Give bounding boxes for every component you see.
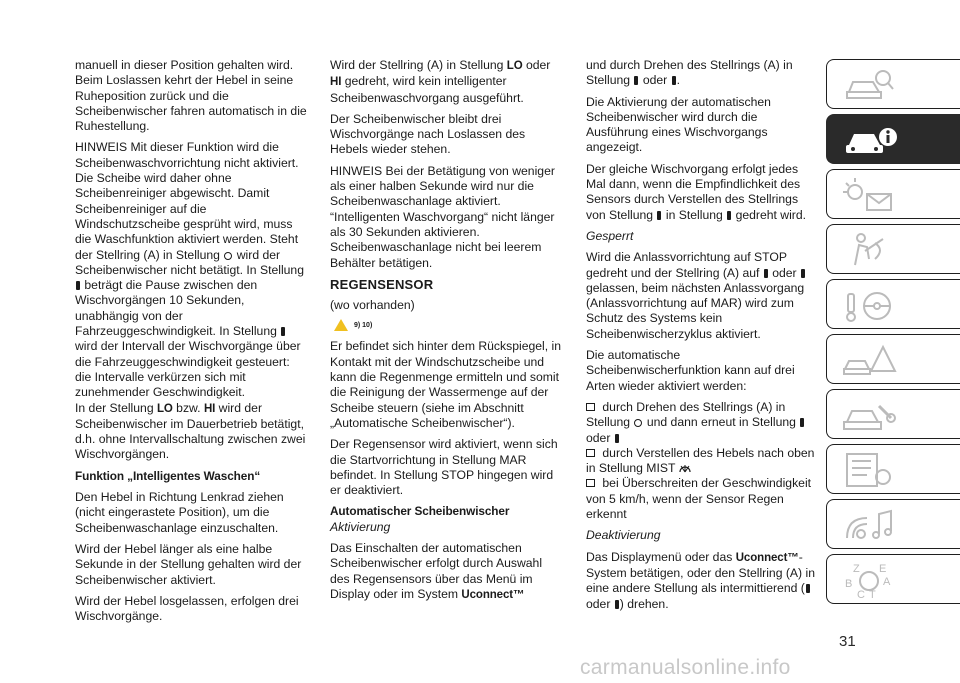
bullet-icon — [586, 449, 595, 457]
interval-1-icon — [76, 281, 80, 290]
text: Wird die Anlassvorrichtung auf STOP gedreht und der Stellring (A) auf — [586, 250, 787, 280]
index-letter: Z — [853, 563, 860, 575]
interval-1-icon — [634, 76, 638, 85]
sun-mail-icon — [839, 174, 899, 216]
hi-label: HI — [330, 76, 342, 89]
alphabet-index-icon — [839, 559, 899, 601]
text: Das Displaymenü oder das — [586, 549, 733, 564]
car-info-icon — [839, 119, 899, 161]
section-heading: Automatischer Scheibenwischer — [330, 504, 510, 519]
paragraph — [330, 541, 562, 603]
car-search-icon — [839, 64, 899, 106]
text: gedreht, wird kein intelligenter Scheibenwaschvorgang ausgeführt. — [330, 74, 524, 105]
paragraph: Den Hebel in Richtung Lenkrad ziehen (nicht eingerastete Position), um die Scheibenwaschanlage einzuschalten. — [75, 490, 284, 535]
text: ) drehen. — [619, 596, 669, 611]
text: und dann erneut in Stellung — [646, 415, 796, 430]
index-letter: A — [883, 576, 891, 588]
interval-2-icon — [672, 76, 676, 85]
tab-emergency[interactable] — [826, 334, 960, 384]
tab-vehicle-info[interactable] — [826, 114, 960, 164]
uconnect-label: Uconnect™ — [735, 551, 799, 564]
text: gedreht wird. — [735, 207, 807, 222]
airbag-person-icon — [839, 229, 899, 271]
text: Der gleiche Wischvorgang erfolgt jedes Mal dann, wenn die Empfindlichkeit des Sensors durch Verstellen des Stellrings von Stellung — [586, 161, 801, 222]
text: und durch Drehen des Stellrings (A) in Stellung — [586, 58, 793, 88]
text: durch Verstellen des Hebels nach oben in Stellung MIST — [586, 445, 815, 476]
text: wird der Scheibenwischer nicht betätigt. In Stellung — [75, 247, 304, 277]
regensensor-heading: REGENSENSOR — [330, 276, 434, 292]
tab-lights-mail[interactable] — [826, 169, 960, 219]
paragraph: Die automatische Scheibenwischerfunktion kann auf drei Arten wieder aktiviert werden: — [586, 348, 795, 393]
text: In der Stellung — [75, 400, 154, 415]
text: wird der Scheibenwischer im Dauerbetrieb betätigt, d.h. ohne Intervallschaltung zwischen zwei Wischvorgängen. — [75, 400, 306, 462]
tab-dashboard-info[interactable] — [826, 59, 960, 109]
text: beträgt die Pause zwischen den Wischvorgängen 10 Sekunden, unabhängig von der Fahrzeuggeschwindigkeit. In Stellung — [75, 278, 277, 339]
interval-1-icon — [764, 269, 768, 278]
mist-wiper-icon — [679, 463, 691, 473]
text: Wird der Stellring (A) in Stellung — [330, 58, 504, 72]
interval-1-icon — [800, 418, 804, 427]
interval-2-icon — [615, 600, 619, 609]
tab-starting-driving[interactable] — [826, 279, 960, 329]
off-position-icon — [634, 419, 642, 427]
text: oder — [525, 58, 551, 72]
warning-triangle-car-icon — [839, 339, 899, 381]
bullet-item — [586, 446, 818, 477]
text: oder — [586, 596, 611, 611]
lohi-line — [75, 401, 307, 463]
paragraph: Wird der Hebel länger als eine halbe Sekunde in der Stellung gehalten wird der Scheibenwischer aktiviert. — [75, 541, 302, 587]
index-letter: C — [857, 589, 865, 601]
column-2 — [330, 58, 562, 609]
hi-label: HI — [203, 402, 216, 415]
text: bzw. — [176, 400, 201, 415]
checklist-gear-icon — [839, 449, 899, 491]
paragraph: und durch Drehen des Stellrings (A) in Stellung oder . — [586, 58, 793, 88]
index-letter: B — [845, 578, 853, 590]
paragraph — [586, 550, 818, 612]
text: Das Einschalten der automatischen Scheibenwischer erfolgt durch Auswahl des Regensensors über das Menü im Display oder im System — [330, 541, 543, 601]
index-letter: T — [869, 589, 876, 601]
paragraph: Die Aktivierung der automatischen Scheibenwischer wird durch die Ausführung eines Wischvorgangs angezeigt. — [586, 94, 771, 155]
interval-2-icon — [615, 434, 619, 443]
index-letter: E — [879, 563, 887, 575]
text: -System betätigen, oder den Stellring (A) in eine andere Stellung als intermittierend ( — [586, 549, 815, 596]
tab-maintenance[interactable] — [826, 389, 960, 439]
hinweis-paragraph: HINWEIS Bei der Betätigung von weniger als einer halben Sekunde wird nur die Scheibenwaschanlage aktiviert. “Intelligenten Waschvorgang“ nicht länger als 30 Sekunden aktivieren. Scheibenwaschanlage nicht bei leerem Behälter betätigen. — [330, 163, 555, 270]
column-3 — [586, 58, 818, 618]
paragraph — [330, 58, 562, 106]
subsection-heading: Deaktivierung — [586, 528, 661, 543]
paragraph — [586, 250, 818, 342]
hinweis-paragraph — [75, 140, 307, 462]
car-wrench-icon — [839, 394, 899, 436]
uconnect-label: Uconnect™ — [461, 588, 525, 601]
paragraph: Der Scheibenwischer bleibt drei Wischvorgänge nach Loslassen des Hebels wieder stehen. — [330, 111, 526, 157]
text: oder — [772, 265, 797, 280]
subsection-heading: Aktivierung — [330, 519, 391, 534]
watermark: carmanualsonline.info — [580, 656, 791, 679]
paragraph: Der Regensensor wird aktiviert, wenn sich die Startvorrichtung in Stellung MAR befindet. In Stellung STOP hingegen wird er deaktiviert. — [330, 437, 558, 498]
paragraph: Wird der Hebel losgelassen, erfolgen drei Wischvorgänge. — [75, 593, 299, 624]
text: oder — [642, 73, 668, 88]
interval-2-icon — [801, 269, 805, 278]
text: gelassen, beim nächsten Anlassvorgang (Anlassvorrichtung auf MAR) wird zum Schutz des Systems kein Scheibenwischerzyklus aktiviert. — [586, 280, 805, 341]
off-position-icon — [224, 252, 232, 260]
text: bei Überschreiten der Geschwindigkeit von 5 km/h, wenn der Sensor Regen erkennt — [586, 476, 812, 522]
section-heading: Funktion „Intelligentes Waschen“ — [75, 468, 261, 483]
interval-2-icon — [727, 211, 731, 220]
text: in Stellung — [665, 207, 723, 222]
interval-1-icon — [806, 584, 810, 593]
page-number: 31 — [839, 633, 856, 650]
tab-safety-airbag[interactable] — [826, 224, 960, 274]
lo-label: LO — [506, 60, 523, 72]
tab-technical-data[interactable] — [826, 444, 960, 494]
paragraph: manuell in dieser Position gehalten wird. Beim Loslassen kehrt der Hebel in seine Ruheposition zurück und die Scheibenwischer fahren automatisch in die Ruhestellung. — [75, 58, 307, 134]
paragraph: Er befindet sich hinter dem Rückspiegel, in Kontakt mit der Windschutzscheibe und kann die Regenmenge ermitteln und somit die Reinigung der Wassermenge auf der Scheibe steuern (siehe im Abschnitt „Automatische Scheibenwischer“). — [330, 339, 562, 430]
signal-music-icon — [839, 504, 899, 546]
interval-1-icon — [657, 211, 661, 220]
bullet-icon — [586, 479, 595, 487]
tab-index[interactable] — [826, 554, 960, 604]
tab-multimedia[interactable] — [826, 499, 960, 549]
paragraph — [586, 162, 818, 223]
reference-numbers: 9) 10) — [354, 321, 373, 329]
text: oder — [586, 430, 611, 445]
bullet-icon — [586, 403, 595, 411]
bullet-item — [586, 400, 818, 446]
text: HINWEIS Mit dieser Funktion wird die Scheibenwaschvorrichtung nicht aktiviert. Die Scheibe wird daher ohne Scheibenreiniger abgewischt. Damit Scheibenreiniger auf die Windschutzscheibe gesprüht wird, muss die Waschfunktion aktiviert werden. Steht der Stellring (A) in Stellung — [75, 140, 299, 262]
text: durch Drehen des Stellrings (A) in Stellung — [586, 399, 786, 430]
steering-wheel-icon — [839, 284, 899, 326]
interval-2-icon — [281, 327, 285, 336]
subsection-heading: Gesperrt — [586, 228, 634, 243]
column-1 — [75, 58, 307, 630]
subheading: (wo vorhanden) — [330, 298, 415, 313]
bullet-item — [586, 476, 818, 522]
lo-label: LO — [157, 402, 173, 415]
text: wird der Intervall der Wischvorgänge über die Fahrzeuggeschwindigkeit gesteuert: die Intervalle verkürzen sich mit zunehmender Geschwindigkeit. — [75, 339, 301, 400]
warning-icon — [334, 319, 348, 331]
warning-row — [330, 315, 562, 335]
